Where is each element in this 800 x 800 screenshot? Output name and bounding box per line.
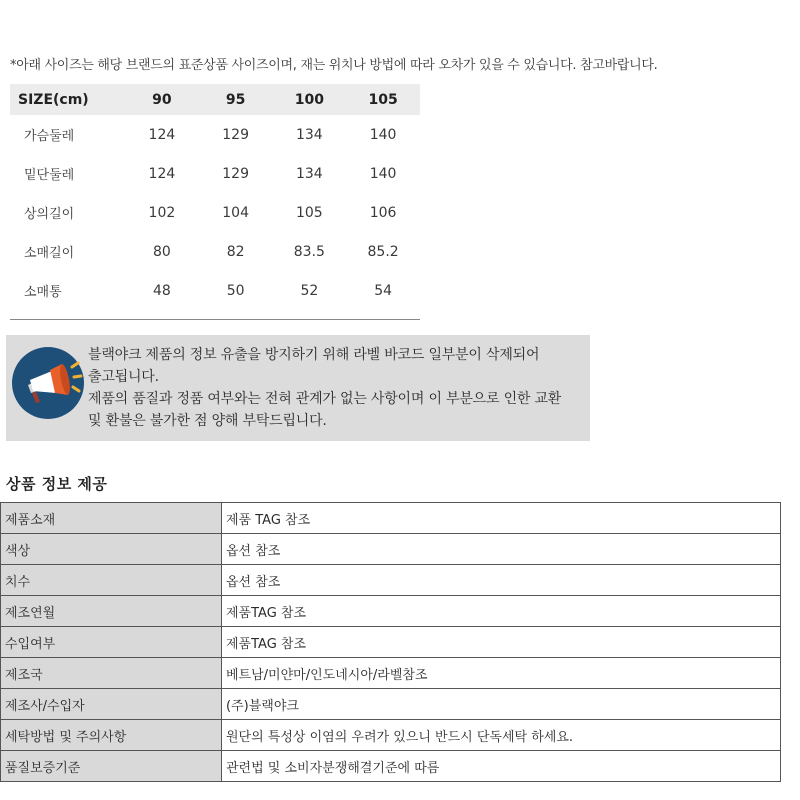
- table-row: [1, 596, 781, 627]
- info-value: 제품TAG 참조: [222, 627, 781, 658]
- size-notice-text: *아래 사이즈는 해당 브랜드의 표준상품 사이즈이며, 재는 위치나 방법에 따라 오차가 있을 수 있습니다. 참고바랍니다.: [10, 58, 658, 73]
- info-value: 제품TAG 참조: [222, 596, 781, 627]
- info-key: 제조사/수입자: [1, 689, 222, 720]
- table-cell: 54: [374, 282, 393, 299]
- info-value: 옵션 참조: [222, 565, 781, 596]
- table-cell: 85.2: [367, 243, 399, 260]
- size-header-100: 100: [273, 84, 347, 115]
- table-row: [1, 627, 781, 658]
- info-value: 관련법 및 소비자분쟁해결기준에 따름: [222, 751, 781, 782]
- info-key: 세탁방법 및 주의사항: [1, 720, 222, 751]
- info-value: 베트남/미얀마/인도네시아/라벨참조: [222, 658, 781, 689]
- info-value: (주)블랙야크: [222, 689, 781, 720]
- table-row: [10, 232, 420, 271]
- row-label: 밑단둘레: [24, 168, 75, 183]
- table-cell: 129: [222, 165, 249, 182]
- megaphone-icon: [12, 347, 84, 419]
- notice-line: 및 환불은 불가한 점 양해 부탁드립니다.: [88, 413, 327, 429]
- row-label: 상의길이: [24, 207, 75, 222]
- table-row: [1, 689, 781, 720]
- table-cell: 50: [226, 282, 245, 299]
- table-row: [10, 115, 420, 154]
- table-row: [1, 503, 781, 534]
- table-cell: 140: [369, 165, 397, 182]
- info-key: 제조연월: [1, 596, 222, 627]
- info-key: 수입여부: [1, 627, 222, 658]
- table-row: [10, 193, 420, 232]
- info-key: 품질보증기준: [1, 751, 222, 782]
- table-cell: 102: [148, 204, 176, 221]
- table-cell: 124: [148, 126, 176, 143]
- notice-line: 블랙야크 제품의 정보 유출을 방지하기 위해 라벨 바코드 일부분이 삭제되어: [88, 347, 540, 363]
- table-row: [10, 154, 420, 193]
- table-cell: 106: [369, 204, 397, 221]
- size-table: [10, 84, 420, 310]
- info-key: 치수: [1, 565, 222, 596]
- table-row: [1, 534, 781, 565]
- table-cell: 124: [148, 165, 176, 182]
- table-row: [1, 565, 781, 596]
- notice-line: 출고됩니다.: [88, 369, 159, 385]
- info-key: 제조국: [1, 658, 222, 689]
- barcode-notice-box: [6, 335, 590, 441]
- table-row: [1, 658, 781, 689]
- row-label: 가슴둘레: [24, 129, 75, 144]
- size-header-95: 95: [199, 84, 273, 115]
- info-value: 제품 TAG 참조: [222, 503, 781, 534]
- table-cell: 80: [153, 243, 171, 260]
- info-key: 색상: [1, 534, 222, 565]
- table-cell: 134: [295, 126, 323, 143]
- table-cell: 105: [295, 204, 323, 221]
- table-cell: 104: [222, 204, 249, 221]
- table-cell: 83.5: [293, 243, 325, 260]
- notice-text: [88, 344, 588, 432]
- info-key: 제품소재: [1, 503, 222, 534]
- size-table-header: [10, 84, 420, 115]
- table-row: [1, 720, 781, 751]
- table-cell: 82: [226, 243, 245, 260]
- size-header-label: SIZE(cm): [10, 84, 125, 115]
- table-divider: [10, 319, 420, 320]
- table-cell: 48: [153, 282, 171, 299]
- notice-line: 제품의 품질과 정품 여부와는 전혀 관계가 없는 사항이며 이 부분으로 인한 교환: [88, 391, 562, 407]
- table-cell: 140: [369, 126, 397, 143]
- info-value: 옵션 참조: [222, 534, 781, 565]
- table-row: [1, 751, 781, 782]
- row-label: 소매통: [24, 285, 62, 300]
- row-label: 소매길이: [24, 246, 75, 261]
- product-info-table: [0, 502, 781, 782]
- size-header-105: 105: [346, 84, 420, 115]
- product-info-title: 상품 정보 제공: [6, 475, 108, 493]
- table-row: [10, 271, 420, 310]
- table-cell: 129: [222, 126, 249, 143]
- size-header-90: 90: [125, 84, 199, 115]
- table-cell: 52: [300, 282, 319, 299]
- info-value: 원단의 특성상 이염의 우려가 있으니 반드시 단독세탁 하세요.: [222, 720, 781, 751]
- table-cell: 134: [295, 165, 323, 182]
